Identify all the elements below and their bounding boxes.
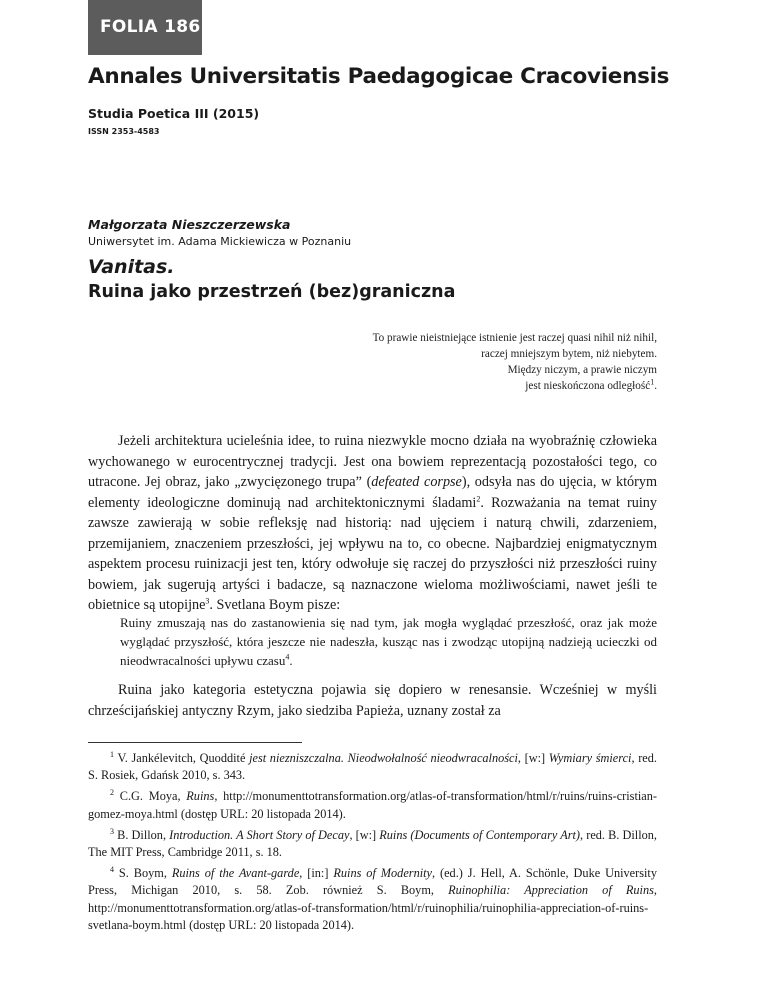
quote-text: Ruiny zmuszają nas do zastanowienia się nad tym, jak mogła wyglądać przeszłość, oraz jak może wyglądać przyszłość, która jeszcze nie nadeszła, kusząc nas i zwodząc utopijną nadzieją ucieczki od nieodwracalności upływu czasu	[120, 615, 657, 668]
footnote-ref: 3	[205, 596, 210, 606]
footnotes	[88, 750, 657, 938]
footnote-number: 3	[110, 826, 114, 836]
footnote-number: 2	[110, 788, 114, 798]
footnote-ref: 2	[476, 493, 481, 503]
folia-badge: FOLIA 186	[88, 0, 202, 55]
footnote: $^2$ C.G. Moya, Ruins, http://monumenttotransformation.org/atlas-of-transformation/html/r/ruins/ruins-cristian-gomez-moya.html (dostęp URL: 20 listopada 2014).	[88, 788, 657, 821]
motto	[373, 330, 657, 394]
footnote-number: 4	[110, 865, 114, 875]
article-title-line2: Ruina jako przestrzeń (bez)graniczna	[88, 282, 456, 302]
quote-end: .	[289, 653, 293, 668]
footnote-ref: 4	[285, 652, 290, 662]
footnote-number: 1	[110, 749, 114, 759]
paragraph-text-italic: defeated corpse	[371, 474, 462, 490]
paragraph-text: . Rozważania na temat ruiny zawsze zawierają w sobie refleksję nad historią: nad ujęciem i naturą chwili, zdarzeniem, przemijaniem, znaczeniem przeszłości, jej wpływu na to, co obecne. Najbardziej enigmatycznym aspektem procesu ruinizacji jest ten, który odwołuje się raczej do przyszłości niż przeszłości ruiny bowiem, jak sugerują artyści i badacze, są naznaczone wieloma możliwościami, nawet jeśli te obietnice są utopijne	[88, 494, 657, 613]
footnote-divider	[88, 742, 302, 743]
author-affiliation: Uniwersytet im. Adama Mickiewicza w Poznaniu	[88, 235, 352, 248]
motto-line: raczej mniejszym bytem, niż niebytem.	[481, 348, 657, 360]
author-name: Małgorzata Nieszczerzewska	[88, 217, 291, 232]
footnote-ref: 1	[650, 377, 655, 387]
block-quote	[120, 613, 657, 670]
motto-line: To prawie nieistniejące istnienie jest raczej quasi nihil niż nihil,	[372, 332, 657, 344]
series-title: Studia Poetica III (2015)	[88, 106, 260, 121]
body-paragraph	[88, 680, 657, 721]
body-paragraph	[88, 431, 657, 616]
paragraph-text: . Svetlana Boym pisze:	[209, 597, 341, 613]
issn: ISSN 2353-4583	[88, 127, 160, 136]
footnote: $^4$ S. Boym, Ruins of the Avant-garde, [in:] Ruins of Modernity, (ed.) J. Hell, A. Schönle, Duke University Press, Michigan 2010, s. 58. Zob. również S. Boym, Ruinophilia: Appreciation of Ruins, http://monumenttotransformation.org/atlas-of-transformation/html/r/ruinophilia/ruinophilia-appreciation-of-ruins-svetlana-boym.html (dostęp URL: 20 listopada 2014).	[88, 865, 658, 932]
motto-line: Między niczym, a prawie niczym	[507, 364, 657, 376]
paragraph-text: Ruina jako kategoria estetyczna pojawia się dopiero w renesansie. Wcześniej w myśli chrześcijańskiej antyczny Rzym, jako siedziba Papieża, uznany został za	[88, 682, 657, 719]
footnote: $^1$ V. Jankélevitch, Quoddité jest niezniszczalna. Nieodwołalność nieodwracalności, [w:] Wymiary śmierci, red. S. Rosiek, Gdańsk 2010, s. 343.	[88, 749, 657, 783]
paragraph-text: Jeżeli architektura ucieleśnia idee, to ruina niezwykle mocno działa na wyobraźnię człowieka wychowanego w eurocentrycznej tradycji. Jest ona bowiem reprezentacją pozostałości tego, co utracone. Jej obraz, jako „zwycięzonego trupa” (	[88, 433, 657, 490]
motto-line-text: jest nieskończona odległość	[525, 380, 651, 392]
article-title-line1: Vanitas.	[88, 256, 175, 278]
footnote: $^3$ B. Dillon, Introduction. A Short Story of Decay, [w:] Ruins (Documents of Contemporary Art), red. B. Dillon, The MIT Press, Cambridge 2011, s. 18.	[88, 826, 658, 860]
paragraph-text: ), odsyła nas do ujęcia, w którym elementy ideologiczne dominują nad architektonicznymi śladami	[88, 474, 657, 511]
journal-title: Annales Universitatis Paedagogicae Cracoviensis	[88, 64, 670, 89]
motto-line: jest nieskończona odległość$^1$.	[525, 377, 657, 392]
